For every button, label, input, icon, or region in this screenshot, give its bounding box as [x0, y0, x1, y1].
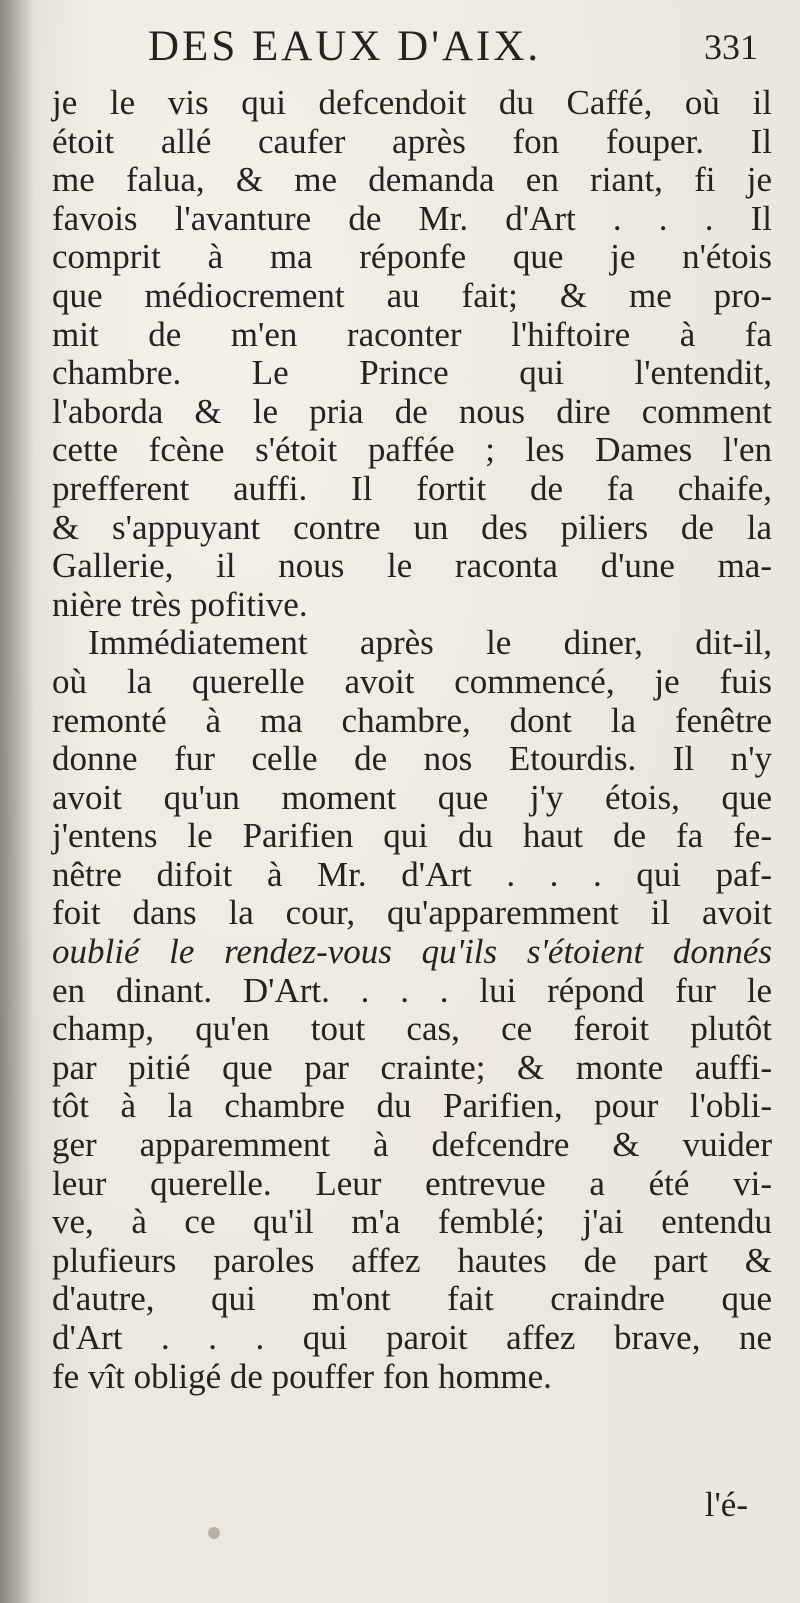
- text-line: tôt à la chambre du Parifien, pour l'obli-: [52, 1086, 772, 1126]
- ink-speck: [208, 1527, 220, 1539]
- text-line: en dinant. D'Art. . . . lui répond fur le: [52, 970, 772, 1010]
- catchword: l'é-: [704, 1485, 748, 1524]
- text-line: par pitié que par crainte; & monte auffi-: [52, 1047, 772, 1087]
- text-line: où la querelle avoit commencé, je fuis: [52, 661, 772, 701]
- running-title: DES EAUX D'AIX.: [148, 23, 542, 70]
- text-line: oublié le rendez-vous qu'ils s'étoient donnés: [52, 932, 772, 972]
- text-line: cette fcène s'étoit paffée ; les Dames l'en: [52, 430, 772, 470]
- text-line: l'aborda & le pria de nous dire comment: [52, 391, 772, 431]
- text-line: nière très pofitive.: [52, 584, 308, 624]
- text-line: avoit qu'un moment que j'y étois, que: [52, 777, 772, 817]
- running-head: [148, 22, 758, 72]
- text-line: comprit à ma réponfe que je n'étois: [52, 237, 772, 277]
- text-line: ger apparemment à defcendre & vuider: [52, 1125, 772, 1165]
- paragraph-first-line: Immédiatement après le diner, dit-il,: [88, 623, 772, 663]
- text-line: prefferent auffi. Il fortit de fa chaife,: [52, 468, 772, 508]
- text-line: mit de m'en raconter l'hiftoire à fa: [52, 314, 772, 354]
- text-line: me falua, & me demanda en riant, fi je: [52, 160, 772, 200]
- text-line: fe vît obligé de pouffer fon homme.: [52, 1356, 552, 1396]
- text-line: & s'appuyant contre un des piliers de la: [52, 507, 772, 547]
- text-line: leur querelle. Leur entrevue a été vi-: [52, 1163, 772, 1203]
- text-line: d'autre, qui m'ont fait craindre que: [52, 1279, 772, 1319]
- text-line: foit dans la cour, qu'apparemment il avoit: [52, 893, 772, 933]
- text-line: nêtre difoit à Mr. d'Art . . . qui paf-: [52, 854, 772, 894]
- text-line: ve, à ce qu'il m'a femblé; j'ai entendu: [52, 1202, 772, 1242]
- page-gutter-shadow: [0, 0, 34, 1603]
- text-line: favois l'avanture de Mr. d'Art . . . Il: [52, 198, 772, 238]
- page-number: 331: [704, 27, 758, 67]
- text-line: chambre. Le Prince qui l'entendit,: [52, 353, 772, 393]
- text-line: donne fur celle de nos Etourdis. Il n'y: [52, 739, 772, 779]
- text-line: d'Art . . . qui paroit affez brave, ne: [52, 1318, 772, 1357]
- text-line: que médiocrement au fait; & me pro-: [52, 275, 772, 315]
- text-line: je le vis qui defcendoit du Caffé, où il: [52, 83, 772, 122]
- body-text: [52, 84, 772, 1396]
- text-line: j'entens le Parifien qui du haut de fa fe-: [52, 816, 772, 856]
- text-line: champ, qu'en tout cas, ce feroit plutôt: [52, 1009, 772, 1049]
- text-line: plufieurs paroles affez hautes de part &: [52, 1240, 772, 1280]
- text-line: Gallerie, il nous le raconta d'une ma-: [52, 546, 772, 586]
- text-line: remonté à ma chambre, dont la fenêtre: [52, 700, 772, 740]
- text-line: étoit allé caufer après fon fouper. Il: [52, 121, 772, 161]
